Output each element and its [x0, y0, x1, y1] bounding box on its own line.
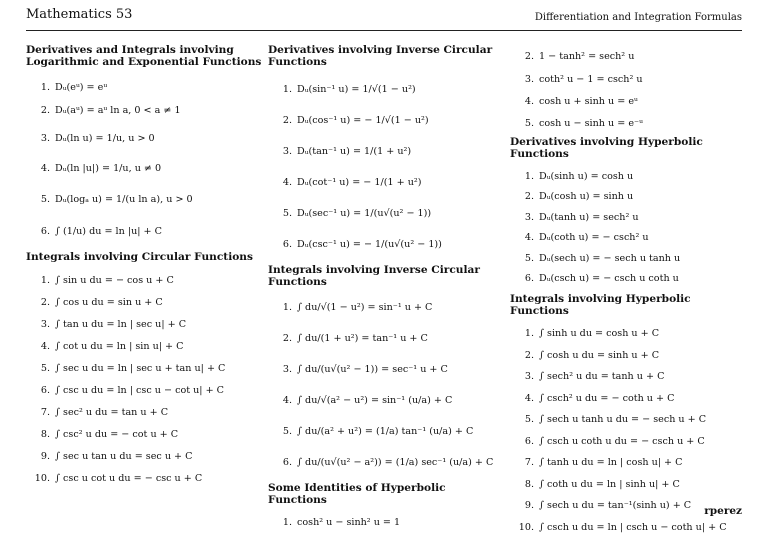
- item-number: 3.: [524, 371, 534, 383]
- formula-item: [510, 517, 746, 539]
- formula: ∫ du/(u√(u² − a²)) = (1/a) sec⁻¹ (u/a) + C: [297, 457, 494, 468]
- item-number: 2.: [282, 115, 292, 126]
- formula: Dᵤ(cosh u) = sinh u: [539, 191, 634, 203]
- item-number: 5.: [282, 208, 292, 219]
- item-number: 9.: [40, 450, 50, 462]
- item-number: 6.: [40, 225, 50, 237]
- item-number: 4.: [282, 177, 292, 188]
- item-number: 2.: [40, 105, 50, 116]
- formula-item: [26, 123, 262, 153]
- formula-item: [510, 431, 746, 453]
- formula-item: [26, 98, 262, 123]
- formula-item: [510, 68, 746, 90]
- formula-list: [510, 166, 746, 289]
- item-number: 2.: [40, 296, 50, 308]
- formula: Dᵤ(ln |u|) = 1/u, u ≠ 0: [55, 162, 162, 174]
- item-number: 6.: [524, 273, 534, 285]
- formula: ∫ sin u du = − cos u + C: [55, 274, 174, 286]
- formula-list: [26, 76, 262, 247]
- formula-list: [26, 269, 262, 489]
- item-number: 1.: [40, 274, 50, 286]
- formula: Dᵤ(sec⁻¹ u) = 1/(u√(u² − 1)): [297, 208, 432, 219]
- formula-item: [510, 366, 746, 388]
- item-number: 3.: [282, 364, 292, 375]
- item-number: 2.: [524, 191, 534, 203]
- formula-item: [510, 323, 746, 345]
- formula: Dᵤ(tanh u) = sech² u: [539, 211, 639, 223]
- formula-item: [510, 452, 746, 474]
- formula-item: [510, 166, 746, 187]
- formula: ∫ sec² u du = tan u + C: [55, 406, 169, 418]
- formula-item: [26, 401, 262, 423]
- formula-item: [510, 228, 746, 249]
- formula-item: [26, 215, 262, 247]
- section-title: Integrals involving Hyperbolic Functions: [510, 293, 691, 317]
- formula-item: [510, 112, 746, 134]
- formula: Dᵤ(aᵘ) = aᵘ ln a, 0 < a ≠ 1: [55, 105, 181, 116]
- item-number: 5.: [282, 426, 292, 437]
- formula: ∫ csch² u du = − coth u + C: [539, 392, 675, 404]
- formula: ∫ du/(u√(u² − 1)) = sec⁻¹ u + C: [297, 364, 448, 375]
- formula-item: [26, 467, 262, 489]
- item-number: 10.: [518, 521, 534, 533]
- item-number: 7.: [524, 457, 534, 469]
- formula: ∫ tanh u du = ln | cosh u| + C: [539, 457, 683, 469]
- formula-item: [510, 90, 746, 112]
- formula: Dᵤ(sech u) = − sech u tanh u: [539, 252, 681, 264]
- section-title: Derivatives involving Hyperbolic Functions: [510, 136, 703, 160]
- formula-item: [510, 345, 746, 367]
- formula: Dᵤ(sinh u) = cosh u: [539, 170, 634, 182]
- item-number: 10.: [34, 472, 50, 484]
- formula: ∫ cot u du = ln | sin u| + C: [55, 340, 184, 352]
- formula-item: [510, 409, 746, 431]
- column-1: [26, 44, 262, 489]
- item-number: 3.: [524, 211, 534, 223]
- item-number: 3.: [40, 318, 50, 330]
- item-number: 1.: [282, 302, 292, 313]
- section-title: Some Identities of Hyperbolic Functions: [268, 482, 446, 506]
- formula-list: [268, 292, 504, 478]
- formula: ∫ sec u tan u du = sec u + C: [55, 450, 193, 462]
- formula-item: [26, 423, 262, 445]
- formula: ∫ csch u coth u du = − csch u + C: [539, 435, 705, 447]
- item-number: 6.: [524, 435, 534, 447]
- formula: Dᵤ(cot⁻¹ u) = − 1/(1 + u²): [297, 177, 422, 188]
- formula: Dᵤ(ln u) = 1/u, u > 0: [55, 132, 155, 144]
- formula: ∫ sinh u du = cosh u + C: [539, 328, 660, 340]
- section-title: Derivatives and Integrals involving Logarithmic and Exponential Functions: [26, 44, 262, 68]
- formula: Dᵤ(csch u) = − csch u coth u: [539, 273, 679, 285]
- formula-item: [510, 248, 746, 269]
- formula-item: [268, 354, 504, 385]
- formula-item: [268, 447, 504, 478]
- formula: Dᵤ(coth u) = − csch² u: [539, 232, 649, 244]
- item-number: 3.: [282, 146, 292, 157]
- item-number: 1.: [282, 516, 292, 528]
- item-number: 2.: [282, 333, 292, 344]
- item-number: 8.: [524, 478, 534, 490]
- item-number: 3.: [40, 132, 50, 144]
- formula-list: [268, 512, 504, 532]
- formula-item: [510, 474, 746, 496]
- formula: Dᵤ(tan⁻¹ u) = 1/(1 + u²): [297, 146, 412, 157]
- formula-item: [268, 136, 504, 167]
- item-number: 5.: [40, 362, 50, 374]
- formula-item: [268, 292, 504, 323]
- formula: ∫ sech² u du = tanh u + C: [539, 371, 665, 383]
- formula: ∫ sech u tanh u du = − sech u + C: [539, 414, 707, 426]
- item-number: 8.: [40, 428, 50, 440]
- formula: Dᵤ(sin⁻¹ u) = 1/√(1 − u²): [297, 84, 416, 95]
- page-header: [26, 6, 742, 31]
- item-number: 2.: [524, 50, 534, 62]
- item-number: 1.: [524, 328, 534, 340]
- item-number: 2.: [524, 349, 534, 361]
- column-3: [510, 44, 746, 538]
- formula: Dᵤ(csc⁻¹ u) = − 1/(u√(u² − 1)): [297, 239, 442, 250]
- formula-item: [268, 105, 504, 136]
- item-number: 5.: [524, 252, 534, 264]
- formula-item: [26, 183, 262, 215]
- formula: ∫ coth u du = ln | sinh u| + C: [539, 478, 680, 490]
- page-title: Mathematics 53: [26, 7, 133, 22]
- formula-item: [268, 229, 504, 260]
- item-number: 6.: [40, 384, 50, 396]
- item-number: 4.: [40, 340, 50, 352]
- formula-item: [510, 388, 746, 410]
- item-number: 5.: [524, 414, 534, 426]
- column-2: [268, 44, 504, 532]
- author-signature: rperez: [704, 505, 742, 517]
- formula: Dᵤ(eᵘ) = eᵘ: [55, 81, 108, 93]
- formula-item: [26, 291, 262, 313]
- formula: ∫ du/√(1 − u²) = sin⁻¹ u + C: [297, 302, 433, 313]
- formula-item: [510, 44, 746, 68]
- item-number: 4.: [524, 232, 534, 244]
- formula-item: [26, 445, 262, 467]
- item-number: 1.: [282, 84, 292, 95]
- item-number: 4.: [40, 162, 50, 174]
- formula-item: [268, 198, 504, 229]
- item-number: 4.: [524, 95, 534, 107]
- formula: ∫ tan u du = ln | sec u| + C: [55, 318, 187, 330]
- item-number: 4.: [524, 392, 534, 404]
- formula-item: [268, 323, 504, 354]
- item-number: 6.: [282, 457, 292, 468]
- formula-item: [26, 313, 262, 335]
- item-number: 4.: [282, 395, 292, 406]
- formula: Dᵤ(logₐ u) = 1/(u ln a), u > 0: [55, 193, 193, 205]
- formula: ∫ du/(1 + u²) = tan⁻¹ u + C: [297, 333, 428, 344]
- formula: Dᵤ(cos⁻¹ u) = − 1/√(1 − u²): [297, 115, 429, 126]
- formula: ∫ du/(a² + u²) = (1/a) tan⁻¹ (u/a) + C: [297, 426, 474, 437]
- formula-item: [510, 269, 746, 290]
- section-title: Derivatives involving Inverse Circular Functions: [268, 44, 493, 68]
- formula: ∫ csc² u du = − cot u + C: [55, 428, 179, 440]
- formula-item: [268, 74, 504, 105]
- item-number: 6.: [282, 239, 292, 250]
- formula: ∫ (1/u) du = ln |u| + C: [55, 225, 162, 237]
- formula: ∫ sec u du = ln | sec u + tan u| + C: [55, 362, 226, 374]
- formula-item: [268, 167, 504, 198]
- item-number: 5.: [524, 117, 534, 129]
- formula: coth² u − 1 = csch² u: [539, 73, 643, 85]
- formula-list: [268, 74, 504, 260]
- formula-item: [268, 385, 504, 416]
- item-number: 3.: [524, 73, 534, 85]
- section-title: Integrals involving Circular Functions: [26, 251, 253, 263]
- formula-item: [510, 207, 746, 228]
- formula: ∫ csch u du = ln | csch u − coth u| + C: [539, 521, 727, 533]
- formula: cosh u + sinh u = eᵘ: [539, 95, 638, 107]
- formula: 1 − tanh² = sech² u: [539, 50, 635, 62]
- formula: ∫ csc u du = ln | csc u − cot u| + C: [55, 384, 225, 396]
- formula-item: [26, 379, 262, 401]
- formula-item: [510, 187, 746, 208]
- formula: ∫ sech u du = tan⁻¹(sinh u) + C: [539, 500, 692, 512]
- section-title: Integrals involving Inverse Circular Functions: [268, 264, 480, 288]
- formula-item: [26, 269, 262, 291]
- formula-item: [26, 357, 262, 379]
- formula: ∫ du/√(a² − u²) = sin⁻¹ (u/a) + C: [297, 395, 453, 406]
- formula-list: [510, 44, 746, 134]
- formula-item: [26, 335, 262, 357]
- formula-item: [26, 76, 262, 98]
- formula: cosh u − sinh u = e⁻ᵘ: [539, 117, 643, 129]
- item-number: 1.: [524, 170, 534, 182]
- formula: ∫ cos u du = sin u + C: [55, 296, 163, 308]
- item-number: 9.: [524, 500, 534, 512]
- item-number: 1.: [40, 81, 50, 93]
- formula: ∫ csc u cot u du = − csc u + C: [55, 472, 203, 484]
- formula: ∫ cosh u du = sinh u + C: [539, 349, 660, 361]
- formula: cosh² u − sinh² u = 1: [297, 516, 401, 528]
- formula-item: [26, 153, 262, 183]
- page-subtitle: Differentiation and Integration Formulas: [534, 12, 742, 23]
- item-number: 7.: [40, 406, 50, 418]
- item-number: 5.: [40, 193, 50, 205]
- formula-item: [268, 416, 504, 447]
- formula-item: [268, 512, 504, 532]
